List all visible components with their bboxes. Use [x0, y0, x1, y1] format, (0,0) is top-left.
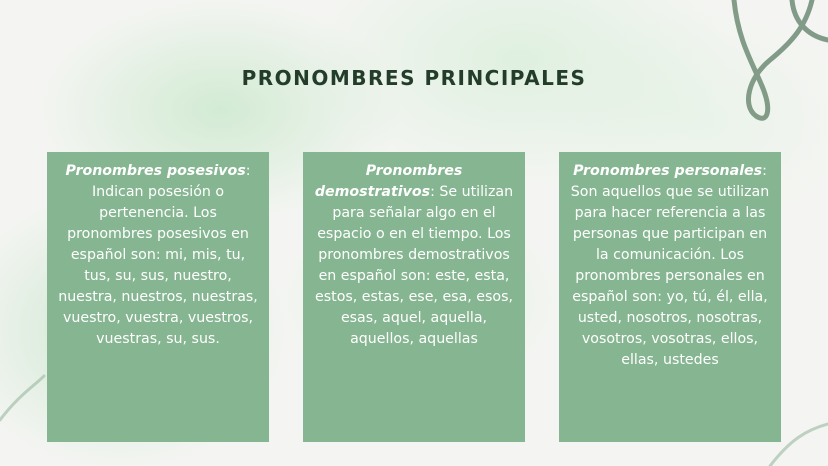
- card-pronombres-demostrativos: [303, 152, 525, 442]
- card-pronombres-posesivos: [47, 152, 269, 442]
- card-description: Se utilizan para señalar algo en el espacio o en el tiempo. Los pronombres demostrativos en español son: este, esta, estos, estas, ese, esa, esos, esas, aquel, aquella, aquellos, aquellas: [315, 184, 514, 347]
- card-description: Son aquellos que se utilizan para hacer referencia a las personas que participan en la comunicación. Los pronombres personales en español son: yo, tú, él, ella, usted, nosotros, nosotras, vosotros, vosotras, ellos, ellas, ustedes: [570, 184, 770, 368]
- card-description: Indican posesión o pertenencia. Los pronombres posesivos en español son: mi, mis, tu, tus, su, sus, nuestro, nuestra, nuestros, nuestras, vuestro, vuestra, vuestros, vuestras, su, sus.: [58, 184, 258, 347]
- card-term: Pronombres personales: [573, 163, 763, 179]
- card-term: Pronombres demostrativos: [314, 163, 463, 200]
- card-pronombres-personales: [559, 152, 781, 442]
- bottom-left-curve: [0, 376, 44, 420]
- top-right-squiggle: [734, 0, 812, 118]
- page-title: PRONOMBRES PRINCIPALES: [241, 66, 587, 90]
- card-term-separator: :: [762, 163, 767, 179]
- card-term-separator: :: [245, 163, 251, 179]
- card-term-separator: :: [430, 184, 435, 200]
- card-term: Pronombres posesivos: [65, 163, 246, 179]
